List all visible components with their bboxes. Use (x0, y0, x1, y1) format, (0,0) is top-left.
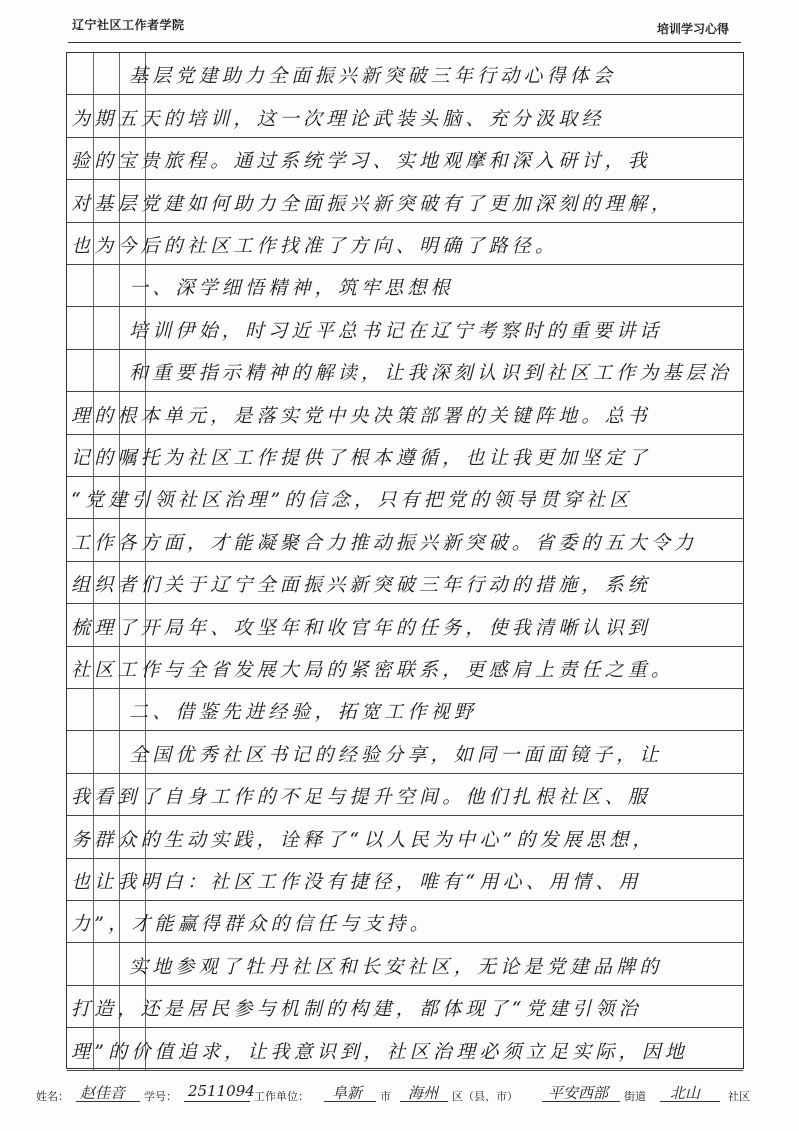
street-suffix: 街道 (624, 1090, 646, 1103)
grid-cell-divider (93, 53, 94, 94)
grid-row (67, 647, 743, 689)
name-label: 姓名： (36, 1090, 69, 1103)
grid-row (67, 53, 743, 95)
grid-cell-divider (119, 943, 120, 984)
grid-row (67, 435, 743, 477)
grid-cell-divider (93, 731, 94, 772)
handwritten-line: 打造，还是居民参与机制的构建，都体现了“党建引领治 (71, 998, 642, 1021)
handwritten-line: 验的宝贵旅程。通过系统学习、实地观摩和深入研讨，我 (71, 150, 652, 173)
handwritten-line: 记的嘱托为社区工作提供了根本遵循，也让我更加坚定了 (71, 446, 652, 469)
grid-row (67, 1028, 743, 1070)
grid-row (67, 95, 743, 137)
grid-row (67, 986, 743, 1028)
grid-row (67, 223, 743, 265)
street-value: 平安西部 (548, 1084, 609, 1102)
community-underline (660, 1101, 720, 1102)
grid-row (67, 392, 743, 434)
id-value: 2511094 (188, 1082, 255, 1100)
handwritten-line: 力”，才能赢得群众的信任与支持。 (71, 913, 433, 936)
district-underline (400, 1101, 448, 1102)
handwritten-line: 和重要指示精神的解读，让我深刻认识到社区工作为基层治 (129, 362, 733, 385)
grid-row (67, 180, 743, 222)
grid-cell-divider (93, 943, 94, 984)
grid-row (67, 350, 743, 392)
handwritten-line: 培训伊始，时习近平总书记在辽宁考察时的重要讲话 (129, 319, 663, 342)
handwritten-line: 一、深学细悟精神，筑牢思想根 (129, 277, 454, 300)
grid-row (67, 689, 743, 731)
handwritten-line: 基层党建助力全面振兴新突破三年行动心得体会 (129, 65, 617, 88)
grid-row (67, 943, 743, 985)
grid-row (67, 562, 743, 604)
handwritten-line: 社区工作与全省发展大局的紧密联系，更感肩上责任之重。 (71, 658, 675, 681)
handwritten-line: 也为今后的社区工作找准了方向、明确了路径。 (71, 234, 559, 257)
handwritten-line: “党建引领社区治理”的信念，只有把党的领导贯穿社区 (71, 489, 633, 512)
city-value: 阜新 (332, 1084, 363, 1102)
handwritten-line: 实地参观了牡丹社区和长安社区，无论是党建品牌的 (129, 955, 663, 978)
name-underline (76, 1101, 140, 1102)
writing-grid (66, 52, 744, 1069)
handwritten-line: 理的根本单元，是落实党中央决策部署的关键阵地。总书 (71, 404, 652, 427)
handwritten-line: 对基层党建如何助力全面振兴新突破有了更加深刻的理解， (71, 192, 675, 215)
handwritten-line: 二、借鉴先进经验，拓宽工作视野 (129, 701, 478, 724)
district-value: 海州 (408, 1084, 439, 1102)
grid-cell-divider (119, 307, 120, 348)
grid-row (67, 816, 743, 858)
grid-row (67, 307, 743, 349)
id-label: 学号： (144, 1090, 177, 1103)
handwritten-line: 为期五天的培训，这一次理论武装头脑、充分汲取经 (71, 107, 605, 130)
grid-cell-divider (119, 689, 120, 730)
grid-row (67, 477, 743, 519)
grid-row (67, 519, 743, 561)
grid-cell-divider (119, 53, 120, 94)
id-underline (184, 1101, 250, 1102)
school-name: 辽宁社区工作者学院 (72, 18, 185, 32)
grid-cell-divider (93, 350, 94, 391)
name-value: 赵佳音 (80, 1084, 126, 1102)
student-info-footer (36, 1084, 759, 1108)
grid-cell-divider (93, 265, 94, 306)
handwritten-line: 务群众的生动实践，诠释了“以人民为中心”的发展思想， (71, 828, 656, 851)
grid-cell-divider (119, 350, 120, 391)
community-value: 北山 (670, 1084, 701, 1102)
city-suffix: 市 (380, 1090, 391, 1103)
grid-row (67, 604, 743, 646)
handwritten-line: 工作各方面，才能凝聚合力推动振兴新突破。省委的五大令力 (71, 531, 698, 554)
work-unit-label: 工作单位： (254, 1090, 309, 1103)
handwritten-line: 我看到了自身工作的不足与提升空间。他们扎根社区、服 (71, 786, 652, 809)
grid-cell-divider (119, 265, 120, 306)
handwritten-line: 理”的价值追求，让我意识到，社区治理必须立足实际，因地 (71, 1040, 689, 1063)
grid-row (67, 859, 743, 901)
grid-row (67, 265, 743, 307)
handwritten-line: 组织者们关于辽宁全面振兴新突破三年行动的措施，系统 (71, 574, 652, 597)
header-divider (68, 42, 741, 43)
grid-row (67, 774, 743, 816)
city-underline (324, 1101, 376, 1102)
handwritten-line: 也让我明白：社区工作没有捷径，唯有“用心、用情、用 (71, 870, 642, 893)
street-underline (542, 1101, 620, 1102)
grid-cell-divider (119, 731, 120, 772)
district-suffix: 区（县、市） (452, 1090, 518, 1103)
document-type: 培训学习心得 (656, 22, 729, 36)
grid-row (67, 731, 743, 773)
handwritten-line: 全国优秀社区书记的经验分享，如同一面面镜子，让 (129, 743, 663, 766)
grid-cell-divider (93, 307, 94, 348)
grid-row (67, 138, 743, 180)
grid-cell-divider (93, 689, 94, 730)
grid-row (67, 901, 743, 943)
community-suffix: 社区 (728, 1090, 750, 1103)
handwritten-line: 梳理了开局年、攻坚年和收官年的任务，使我清晰认识到 (71, 616, 652, 639)
